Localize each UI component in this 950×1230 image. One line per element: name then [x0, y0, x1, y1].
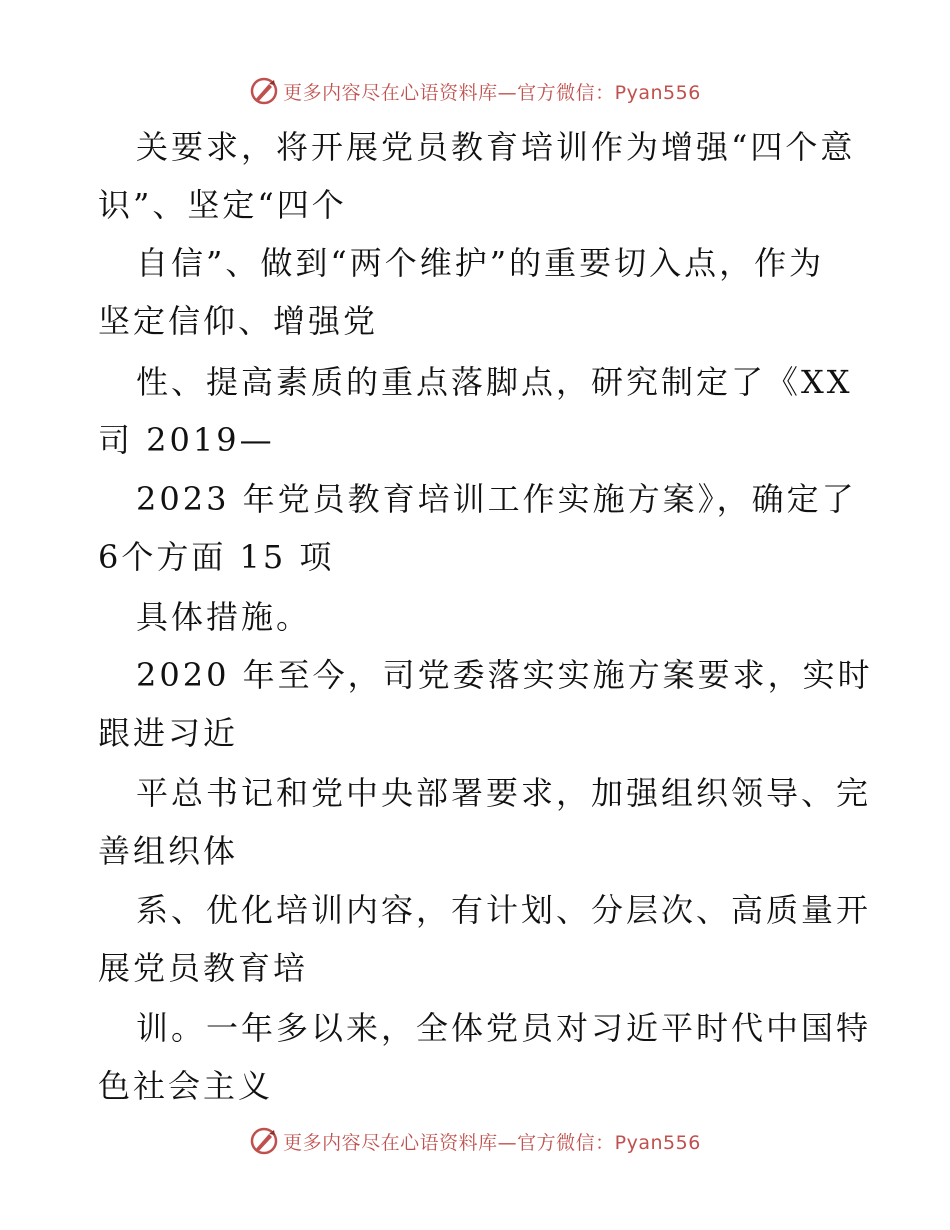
footer-watermark-text: 更多内容尽在心语资料库—官方微信：Pyan556: [283, 1131, 701, 1154]
quill-pen-circle-icon: [249, 1126, 279, 1156]
body-line: 展党员教育培: [98, 949, 309, 987]
body-line: 平总书记和党中央部署要求，加强组织领导、完: [136, 774, 872, 812]
header-watermark: [0, 74, 950, 108]
body-line: 性、提高素质的重点落脚点，研究制定了《XX: [136, 363, 853, 401]
body-line: 训。一年多以来，全体党员对习近平时代中国特: [136, 1009, 872, 1047]
body-line: 坚定信仰、增强党: [98, 302, 379, 340]
body-line: 系、优化培训内容，有计划、分层次、高质量开: [136, 891, 872, 929]
footer-watermark: [0, 1124, 950, 1158]
body-line: 司 2019—: [98, 421, 275, 459]
body-line: 2023 年党员教育培训工作实施方案》，确定了: [136, 480, 857, 518]
body-line: 自信”、做到“两个维护”的重要切入点，作为: [136, 244, 825, 282]
body-line: 跟进习近: [98, 714, 239, 752]
body-line: 6个方面 15 项: [98, 538, 335, 576]
body-line: 具体措施。: [136, 598, 312, 636]
body-line: 关要求，将开展党员教育培训作为增强“四个意: [136, 128, 856, 166]
quill-pen-circle-icon: [249, 76, 279, 106]
body-line: 识”、坚定“四个: [98, 186, 347, 224]
body-line: 2020 年至今，司党委落实实施方案要求，实时: [136, 656, 873, 694]
header-watermark-text: 更多内容尽在心语资料库—官方微信：Pyan556: [283, 81, 701, 104]
body-line: 善组织体: [98, 832, 239, 870]
body-line: 色社会主义: [98, 1067, 274, 1105]
